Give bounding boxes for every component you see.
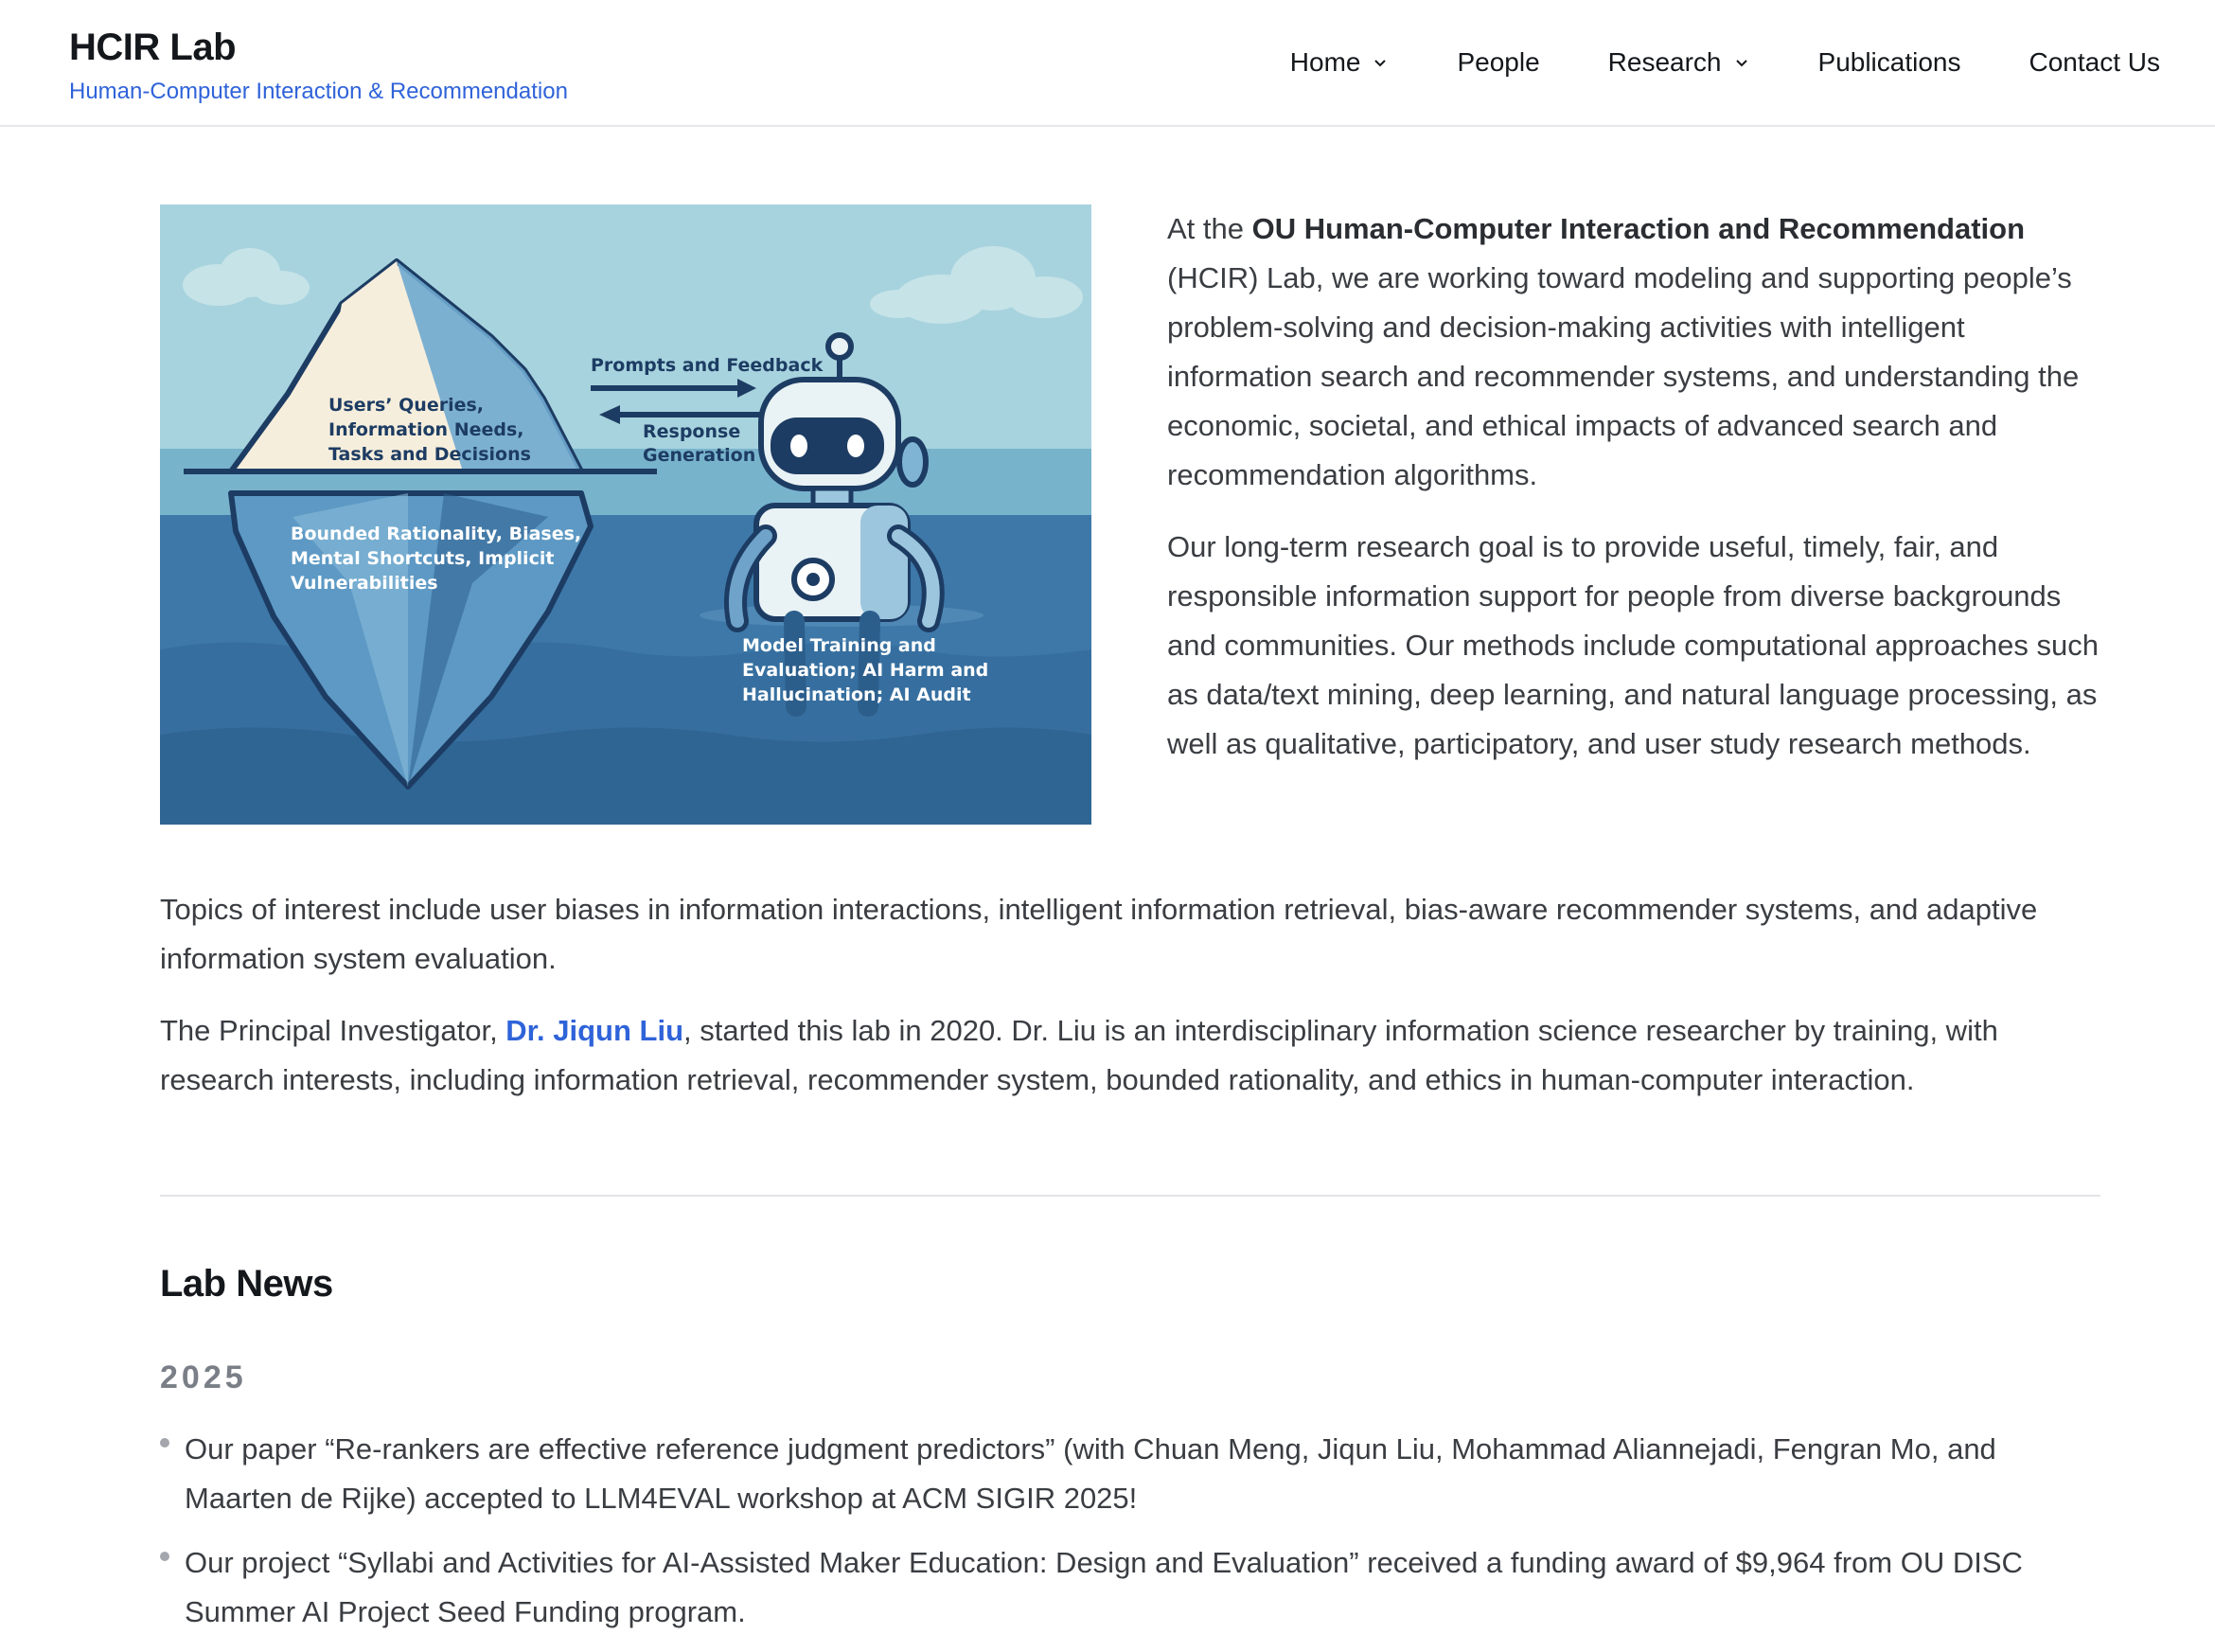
intro-paragraph-2: Our long-term research goal is to provide useful, timely, fair, and responsible information support for people from diverse backgrounds and communities. Our methods include computational approaches such as data/text mining, deep learning, and natural language processing, as well as qualitative, participatory, and user study research methods. xyxy=(1167,530,2099,760)
pi-text xyxy=(160,1006,2100,1105)
tip-line-2: Information Needs, xyxy=(328,419,524,440)
news-item xyxy=(160,1425,2110,1523)
bullet-icon xyxy=(160,1438,169,1448)
nav-research-label: Research xyxy=(1607,47,1722,77)
lab-news-heading: Lab News xyxy=(160,1263,333,1305)
tip-line-3: Tasks and Decisions xyxy=(328,444,531,465)
lab-name: OU Human-Computer Interaction and Recommendation xyxy=(1251,212,2026,245)
underwater-line-3: Vulnerabilities xyxy=(291,573,438,594)
underwater-line-1: Bounded Rationality, Biases, xyxy=(291,524,582,544)
intro-p1-prefix: At the xyxy=(1167,212,1252,245)
response-line-1: Response xyxy=(643,421,741,442)
nav-contact-us[interactable] xyxy=(2029,44,2161,81)
brand[interactable] xyxy=(69,25,568,106)
intro-text xyxy=(1167,204,2114,791)
robot-line-3: Hallucination; AI Audit xyxy=(742,684,971,705)
bullet-icon xyxy=(160,1552,169,1561)
site-subtitle: Human-Computer Interaction & Recommendation xyxy=(69,79,568,104)
robot-line-2: Evaluation; AI Harm and xyxy=(742,660,989,681)
nav-home-label: Home xyxy=(1289,47,1361,77)
section-divider xyxy=(160,1195,2100,1197)
site-title[interactable]: HCIR Lab xyxy=(69,27,236,68)
news-item-text: Our paper “Re-rankers are effective reference judgment predictors” (with Chuan Meng, Jiqun Liu, Mohammad Aliannejadi, Fengran Mo, and Maarten de Rijke) accepted to LLM4EVAL workshop at ACM SIGIR 2025! xyxy=(185,1432,1996,1515)
main-nav xyxy=(1290,44,2160,81)
prompts-feedback-label: Prompts and Feedback xyxy=(591,355,824,376)
intro-paragraph-1 xyxy=(1167,204,2114,500)
nav-home[interactable] xyxy=(1290,44,1390,81)
topics-text: Topics of interest include user biases in information interactions, intelligent information retrieval, bias-aware recommender systems, and adaptive information system evaluation. xyxy=(160,893,2038,975)
pi-prefix: The Principal Investigator, xyxy=(160,1014,506,1047)
chevron-down-icon xyxy=(1733,54,1750,71)
nav-research[interactable] xyxy=(1608,44,1750,81)
news-item-text: Our project “Syllabi and Activities for AI-Assisted Maker Education: Design and Evaluation” received a funding award of $9,964 from OU DISC Summer AI Project Seed Funding program. xyxy=(185,1546,2023,1628)
pi-paragraph xyxy=(160,1006,2100,1105)
iceberg-robot-illustration xyxy=(160,204,1091,825)
nav-publications[interactable] xyxy=(1818,44,1961,81)
pi-name-link[interactable]: Dr. Jiqun Liu xyxy=(505,1014,684,1047)
news-list xyxy=(160,1425,2110,1652)
nav-people-label: People xyxy=(1457,47,1540,77)
news-item xyxy=(160,1538,2110,1637)
intro-p1-rest: (HCIR) Lab, we are working toward modeling and supporting people’s problem-solving and decision-making activities with intelligent information search and recommender systems, and understanding the economic, societal, and ethical impacts of advanced search and recommendation algorithms. xyxy=(1167,261,2080,491)
news-year-heading: 2025 xyxy=(160,1359,247,1395)
nav-people[interactable] xyxy=(1457,44,1539,81)
pi-suffix: , started this lab in 2020. Dr. Liu is an interdisciplinary information science researcher by training, with research interests, including information retrieval, recommender system, bounded rationality, and ethics in human-computer interaction. xyxy=(160,1014,1998,1096)
robot-line-1: Model Training and xyxy=(742,635,936,656)
nav-contact-us-label: Contact Us xyxy=(2029,47,2160,77)
chevron-down-icon xyxy=(1372,54,1389,71)
nav-publications-label: Publications xyxy=(1817,47,1961,77)
site-header xyxy=(0,0,2215,127)
tip-line-1: Users’ Queries, xyxy=(328,395,484,416)
topics-paragraph xyxy=(160,885,2100,984)
response-line-2: Generation xyxy=(643,445,756,466)
underwater-line-2: Mental Shortcuts, Implicit xyxy=(291,548,555,569)
